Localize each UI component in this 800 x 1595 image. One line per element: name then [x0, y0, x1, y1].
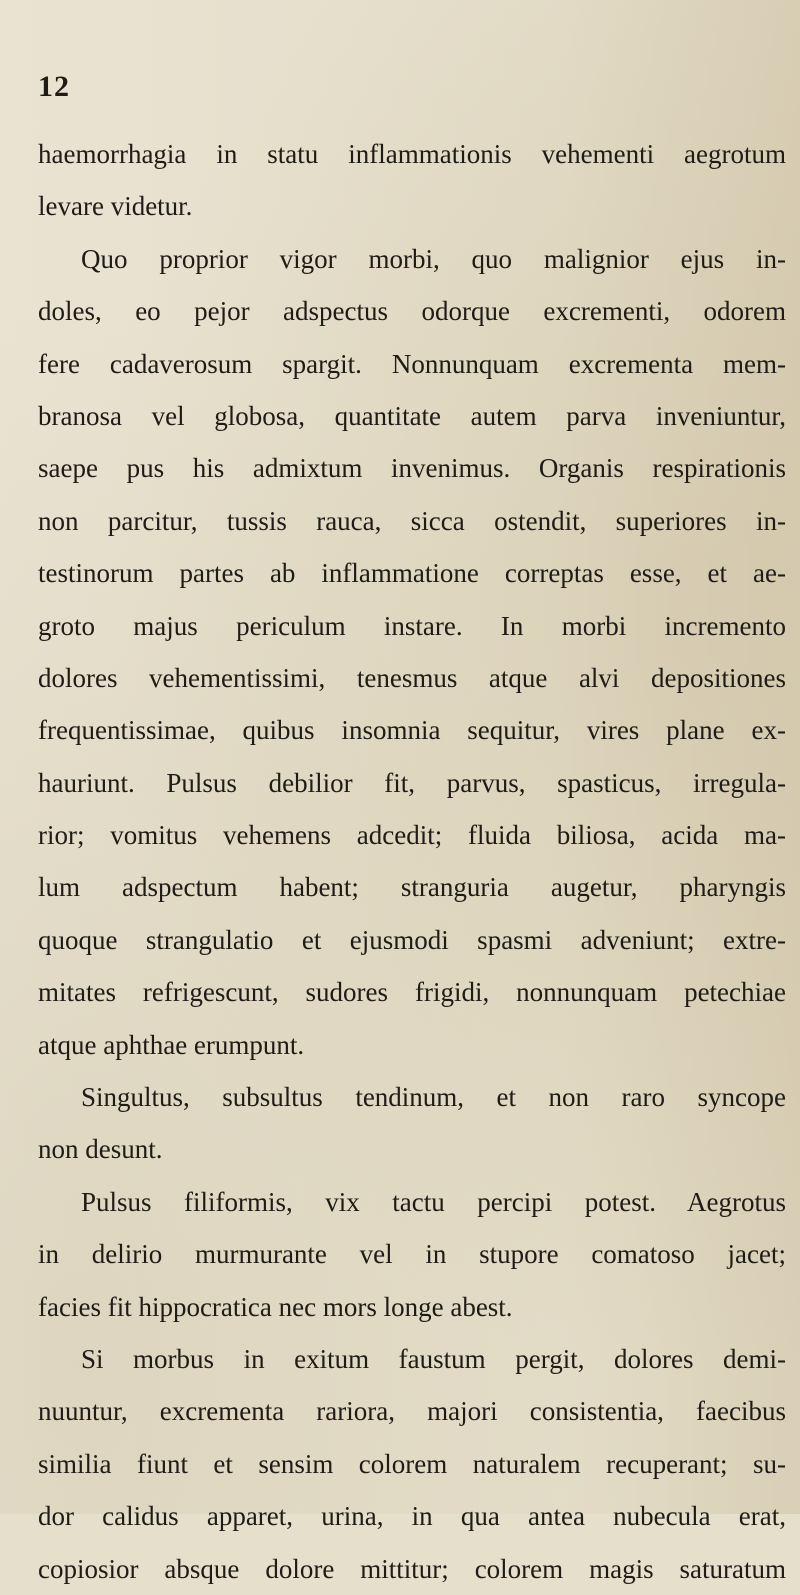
text-line: fere cadaverosum spargit. Nonnunquam excrementa mem- — [38, 348, 786, 379]
text-line: hauriunt. Pulsus debilior fit, parvus, spasticus, irregula- — [38, 767, 786, 798]
text-line: in delirio murmurante vel in stupore comatoso jacet; — [38, 1239, 786, 1270]
text-line: quoque strangulatio et ejusmodi spasmi adveniunt; extre- — [38, 924, 786, 955]
text-line: Pulsus filiformis, vix tactu percipi potest. Aegrotus — [81, 1186, 786, 1217]
text-line: frequentissimae, quibus insomnia sequitur, vires plane ex- — [38, 715, 786, 746]
text-line: levare videtur. — [38, 191, 193, 222]
text-line: branosa vel globosa, quantitate autem parva inveniuntur, — [38, 400, 786, 431]
text-line: groto majus periculum instare. In morbi incremento — [38, 610, 786, 641]
text-line: copiosior absque dolore mittitur; colorem magis saturatum — [38, 1553, 786, 1584]
text-line: doles, eo pejor adspectus odorque excrementi, odorem — [38, 296, 786, 327]
body-text — [38, 128, 786, 1595]
text-line: dolores vehementissimi, tenesmus atque alvi depositiones — [38, 662, 786, 693]
text-line: non desunt. — [38, 1134, 163, 1165]
text-line: nuuntur, excrementa rariora, majori consistentia, faecibus — [38, 1396, 786, 1427]
text-line: Si morbus in exitum faustum pergit, dolores demi- — [81, 1343, 786, 1374]
text-line: haemorrhagia in statu inflammationis vehementi aegrotum — [38, 139, 786, 169]
text-line: testinorum partes ab inflammatione correptas esse, et ae- — [38, 558, 786, 589]
page-number: 12 — [38, 70, 70, 103]
text-line: facies fit hippocratica nec mors longe abest. — [38, 1291, 513, 1322]
text-line: Quo proprior vigor morbi, quo malignior ejus in- — [81, 243, 786, 274]
text-line: rior; vomitus vehemens adcedit; fluida biliosa, acida ma- — [38, 820, 786, 851]
text-line: mitates refrigescunt, sudores frigidi, nonnunquam petechiae — [38, 977, 786, 1008]
text-line: lum adspectum habent; stranguria augetur, pharyngis — [38, 872, 786, 903]
text-line: dor calidus apparet, urina, in qua antea nubecula erat, — [38, 1501, 786, 1532]
text-line: atque aphthae erumpunt. — [38, 1029, 305, 1060]
text-line: Singultus, subsultus tendinum, et non raro syncope — [81, 1082, 786, 1113]
text-line: similia fiunt et sensim colorem naturalem recuperant; su- — [38, 1448, 786, 1479]
text-line: non parcitur, tussis rauca, sicca ostendit, superiores in- — [38, 505, 786, 536]
text-line: saepe pus his admixtum invenimus. Organis respirationis — [38, 453, 786, 484]
